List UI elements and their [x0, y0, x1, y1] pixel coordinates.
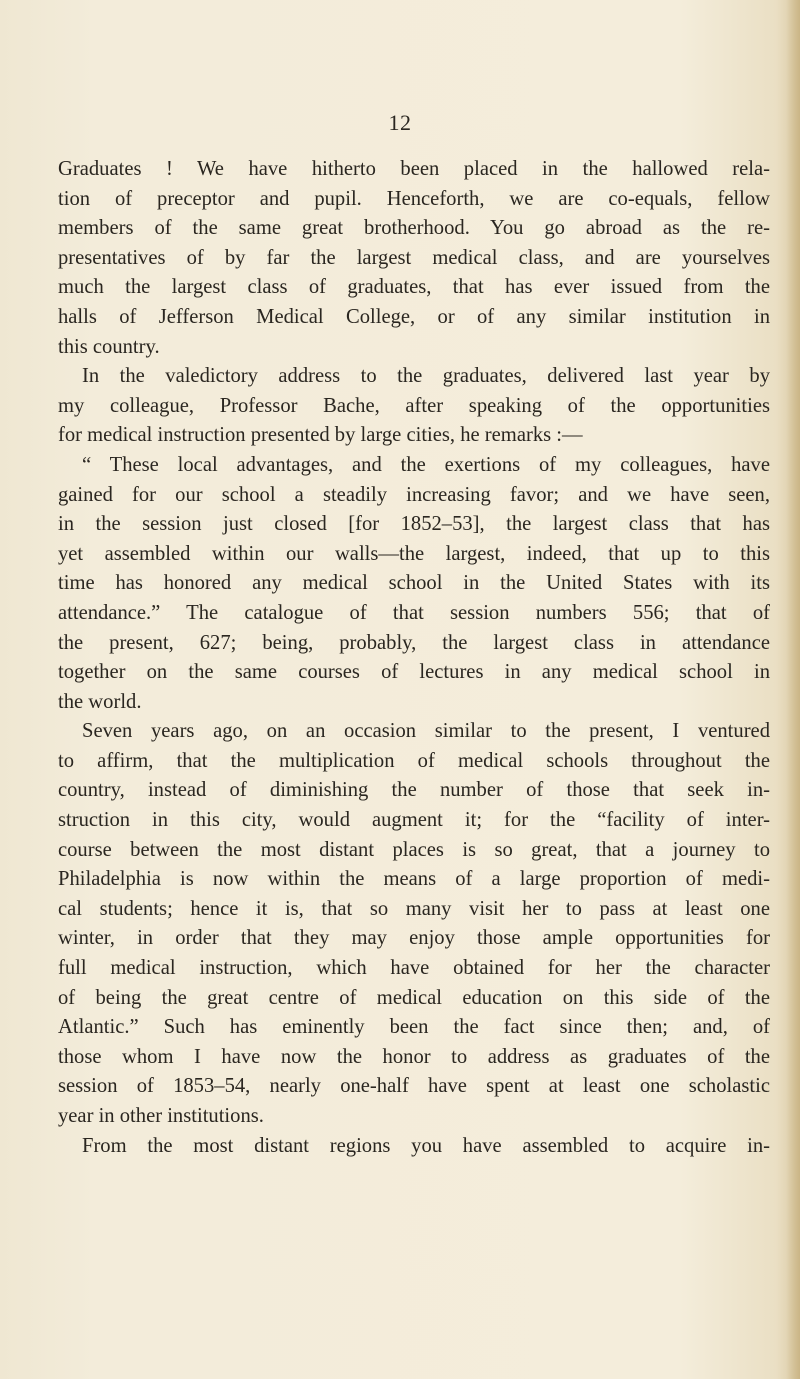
text-line: tion of preceptor and pupil. Henceforth, we are co-equals, fellow — [58, 187, 770, 210]
text-line: full medical instruction, which have obtained for her the character — [58, 957, 770, 980]
page-edge-shadow — [786, 0, 800, 1379]
text-line: country, instead of diminishing the number of those that seek in- — [58, 779, 770, 802]
text-line: In the valedictory address to the graduates, delivered last year by — [82, 365, 770, 388]
text-line: together on the same courses of lectures in any medical school in — [58, 661, 770, 684]
text-line: members of the same great brotherhood. You go abroad as the re- — [58, 217, 770, 240]
text-line: to affirm, that the multiplication of medical schools throughout the — [58, 749, 770, 772]
text-line: those whom I have now the honor to address as graduates of the — [58, 1045, 770, 1068]
page-number: 12 — [388, 110, 412, 135]
text-line: Atlantic.” Such has eminently been the fact since then; and, of — [58, 1016, 770, 1039]
text-line: Graduates ! We have hitherto been placed in the hallowed rela- — [58, 158, 770, 180]
text-line: halls of Jefferson Medical College, or of any similar institution in — [58, 305, 770, 328]
text-line: Philadelphia is now within the means of a large proportion of medi- — [58, 868, 770, 891]
text-line: year in other institutions. — [58, 1105, 264, 1127]
text-line: gained for our school a steadily increasing favor; and we have seen, — [58, 483, 770, 506]
text-line: “ These local advantages, and the exertions of my colleagues, have — [82, 453, 770, 476]
text-line: struction in this city, would augment it; for the “facility of inter- — [58, 809, 770, 832]
text-line: the world. — [58, 690, 142, 713]
body-text — [58, 155, 770, 1161]
text-line: session of 1853–54, nearly one-half have spent at least one scholastic — [58, 1075, 770, 1098]
text-line: winter, in order that they may enjoy those ample opportunities for — [58, 927, 770, 950]
text-line: yet assembled within our walls—the largest, indeed, that up to this — [58, 542, 770, 565]
text-line: my colleague, Professor Bache, after speaking of the opportunities — [58, 394, 770, 417]
text-line: the present, 627; being, probably, the largest class in attendance — [58, 631, 770, 654]
text-line: course between the most distant places is so great, that a journey to — [58, 838, 770, 861]
text-line: presentatives of by far the largest medical class, and are yourselves — [58, 246, 770, 269]
text-line: of being the great centre of medical education on this side of the — [58, 986, 770, 1009]
text-line: time has honored any medical school in the United States with its — [58, 572, 770, 595]
text-line: cal students; hence it is, that so many visit her to pass at least one — [58, 897, 770, 920]
text-line: From the most distant regions you have assembled to acquire in- — [82, 1134, 770, 1157]
text-line: much the largest class of graduates, that has ever issued from the — [58, 276, 770, 299]
text-line: this country. — [58, 335, 160, 358]
text-line: attendance.” The catalogue of that session numbers 556; that of — [58, 601, 770, 624]
text-line: in the session just closed [for 1852–53], the largest class that has — [58, 513, 770, 536]
text-line: Seven years ago, on an occasion similar to the present, I ventured — [82, 720, 770, 743]
text-line: for medical instruction presented by large cities, he remarks :— — [58, 424, 583, 447]
